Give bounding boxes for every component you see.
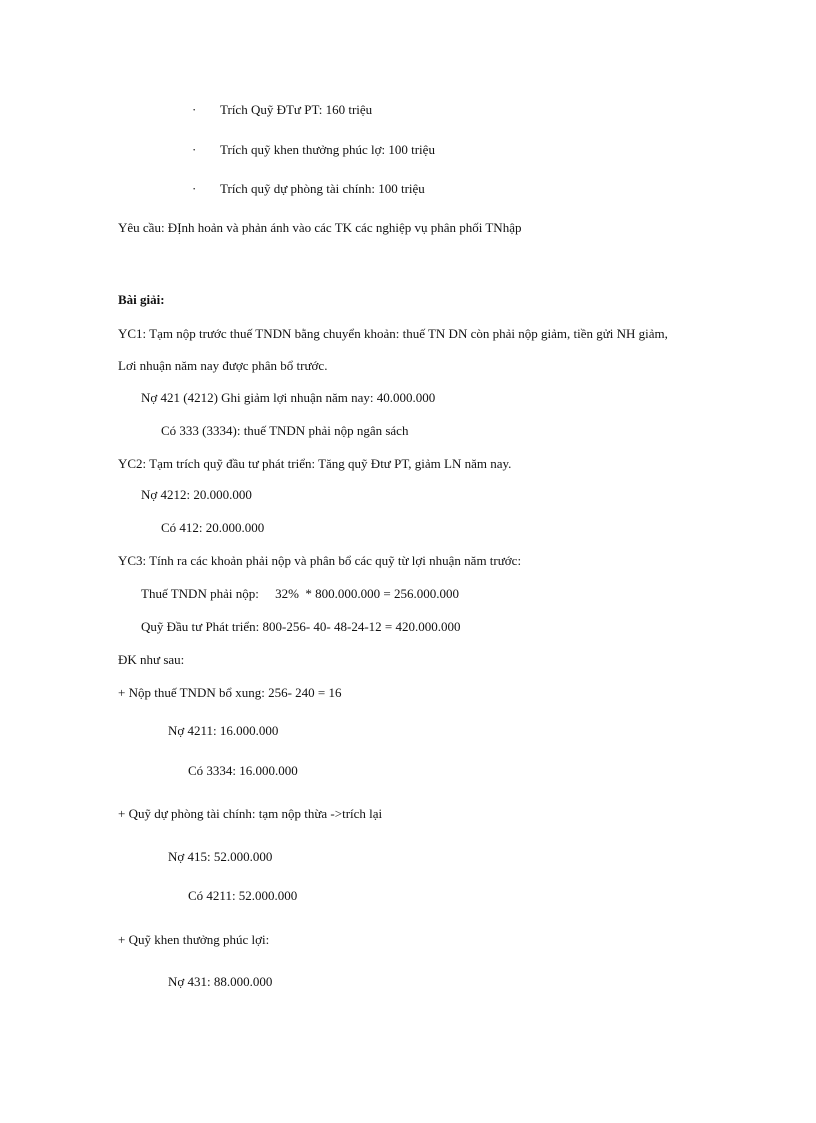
reserve-fund-heading: + Quỹ dự phòng tài chính: tạm nộp thừa ->trích lại [118, 806, 383, 821]
entries-intro: ĐK như sau: [118, 652, 185, 667]
yc1-description: YC1: Tạm nộp trước thuế TNDN bằng chuyển khoản: thuế TN DN còn phải nộp giảm, tiền gửi NH giảm, [118, 326, 668, 341]
yc3-description: YC3: Tính ra các khoản phải nộp và phân bổ các quỹ từ lợi nhuận năm trước: [118, 553, 522, 568]
reserve-fund-debit-entry: Nợ 415: 52.000.000 [168, 849, 273, 864]
bullet-item-fund-reserve: Trích quỹ dự phòng tài chính: 100 triệu [220, 181, 425, 196]
yc3-fund-calculation: Quỹ Đầu tư Phát triển: 800-256- 40- 48-24-12 = 420.000.000 [141, 619, 461, 634]
yc1-description-continued: Lơi nhuận năm nay được phân bổ trước. [118, 358, 328, 373]
welfare-fund-heading: + Quỹ khen thưởng phúc lợi: [118, 932, 270, 947]
bullet-marker: · [192, 142, 197, 157]
yc2-credit-entry: Có 412: 20.000.000 [161, 520, 265, 535]
bullet-marker: · [192, 102, 197, 117]
yc1-credit-entry: Có 333 (3334): thuế TNDN phải nộp ngân sách [161, 423, 409, 438]
tax-supplement-heading: + Nộp thuế TNDN bổ xung: 256- 240 = 16 [118, 685, 342, 700]
requirement-text: Yêu cầu: ĐỊnh hoản và phản ánh vào các TK các nghiệp vụ phân phối TNhập [118, 220, 522, 235]
tax-supplement-debit-entry: Nợ 4211: 16.000.000 [168, 723, 279, 738]
bullet-item-fund-welfare: Trích quỹ khen thưởng phúc lợ: 100 triệu [220, 142, 435, 157]
welfare-fund-debit-entry: Nợ 431: 88.000.000 [168, 974, 273, 989]
solution-heading: Bài giải: [118, 292, 165, 307]
reserve-fund-credit-entry: Có 4211: 52.000.000 [188, 888, 298, 903]
yc1-debit-entry: Nợ 421 (4212) Ghi giảm lợi nhuận năm nay: 40.000.000 [141, 390, 436, 405]
bullet-item-fund-investment: Trích Quỹ ĐTư PT: 160 triệu [220, 102, 373, 117]
yc2-description: YC2: Tạm trích quỹ đầu tư phát triển: Tăng quỹ Đtư PT, giảm LN năm nay. [118, 456, 512, 471]
yc3-tax-calculation: Thuế TNDN phải nộp: 32% * 800.000.000 = 256.000.000 [141, 586, 459, 601]
yc2-debit-entry: Nợ 4212: 20.000.000 [141, 487, 252, 502]
bullet-marker: · [192, 181, 197, 196]
tax-supplement-credit-entry: Có 3334: 16.000.000 [188, 763, 298, 778]
